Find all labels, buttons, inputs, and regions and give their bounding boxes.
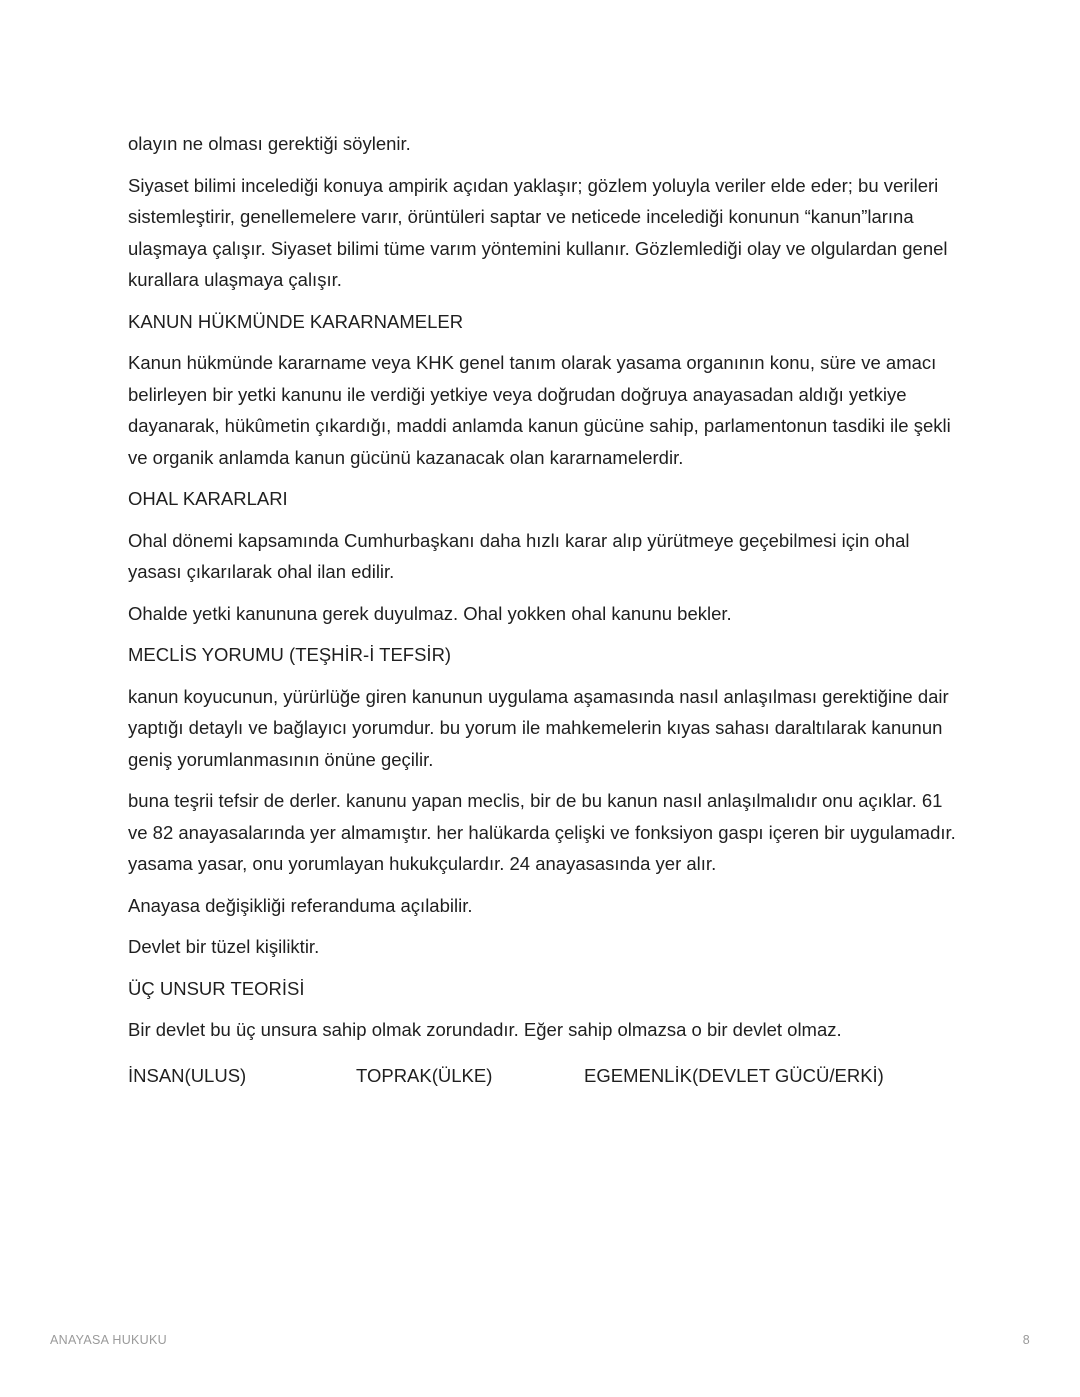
paragraph: Ohalde yetki kanununa gerek duyulmaz. Ohal yokken ohal kanunu bekler. — [128, 602, 732, 624]
paragraph: Ohal dönemi kapsamında Cumhurbaşkanı daha hızlı karar alıp yürütmeye geçebilmesi için ohal yasası çıkarılarak ohal ilan edilir. — [128, 529, 910, 582]
state-element-insan: İNSAN(ULUS) — [128, 1064, 247, 1086]
paragraph: buna teşrii tefsir de derler. kanunu yapan meclis, bir de bu kanun nasıl anlaşılmalıdır onu açıklar. 61 ve 82 anayasalarında yer almamıştır. her halükarda çelişki ve fonksiyon gaspı içeren bir uygulamadır. yasama yasar, onu yorumlayan hukukçulardır. 24 anayasasında yer alır. — [128, 790, 956, 874]
section-heading-ohal: OHAL KARARLARI — [128, 488, 288, 509]
section-heading-uc-unsur: ÜÇ UNSUR TEORİSİ — [128, 977, 305, 999]
state-elements-row — [128, 1060, 956, 1092]
paragraph: olayın ne olması gerektiği söylenir. — [128, 133, 411, 154]
paragraph: Kanun hükmünde kararname veya KHK genel tanım olarak yasama organının konu, süre ve amacı belirleyen bir yetki kanunu ile verdiği yetkiye veya doğrudan doğruya anayasadan aldığı yetkiye dayanarak, hükûmetin çıkardığı, maddi anlamda kanun gücüne sahip, parlamentonun tasdiki ile şekli ve organik anlamda kanun gücünü kazanacak olan kararnamelerdir. — [128, 352, 951, 468]
section-heading-khk: KANUN HÜKMÜNDE KARARNAMELER — [128, 310, 464, 332]
page-footer — [50, 1333, 1030, 1347]
state-element-toprak: TOPRAK(ÜLKE) — [356, 1064, 493, 1086]
page-number: 8 — [1022, 1333, 1030, 1347]
paragraph: Bir devlet bu üç unsura sahip olmak zorundadır. Eğer sahip olmazsa o bir devlet olmaz. — [128, 1019, 842, 1040]
document-content — [128, 128, 956, 1091]
footer-doc-title: ANAYASA HUKUKU — [50, 1333, 167, 1347]
state-element-egemenlik: EGEMENLİK(DEVLET GÜCÜ/ERKİ) — [584, 1064, 884, 1086]
paragraph: kanun koyucunun, yürürlüğe giren kanunun uygulama aşamasında nasıl anlaşılması gerektiğine dair yaptığı detaylı ve bağlayıcı yorumdur. bu yorum ile mahkemelerin kıyas sahası daraltılarak kanunun geniş yorumlanmasının önüne geçilir. — [128, 685, 949, 770]
section-heading-meclis-yorumu: MECLİS YORUMU (TEŞHİR-İ TEFSİR) — [128, 644, 452, 665]
paragraph: Devlet bir tüzel kişiliktir. — [128, 936, 320, 957]
paragraph: Anayasa değişikliği referanduma açılabilir. — [128, 894, 473, 916]
paragraph: Siyaset bilimi incelediği konuya ampirik açıdan yaklaşır; gözlem yoluyla veriler elde eder; bu verileri sistemleştirir, genellemelere varır, örüntüleri saptar ve neticede incelediği konunun “kanun”larına ulaşmaya çalışır. Siyaset bilimi tüme varım yöntemini kullanır. Gözlemlediği olay ve olgulardan genel kurallara ulaşmaya çalışır. — [128, 174, 948, 290]
